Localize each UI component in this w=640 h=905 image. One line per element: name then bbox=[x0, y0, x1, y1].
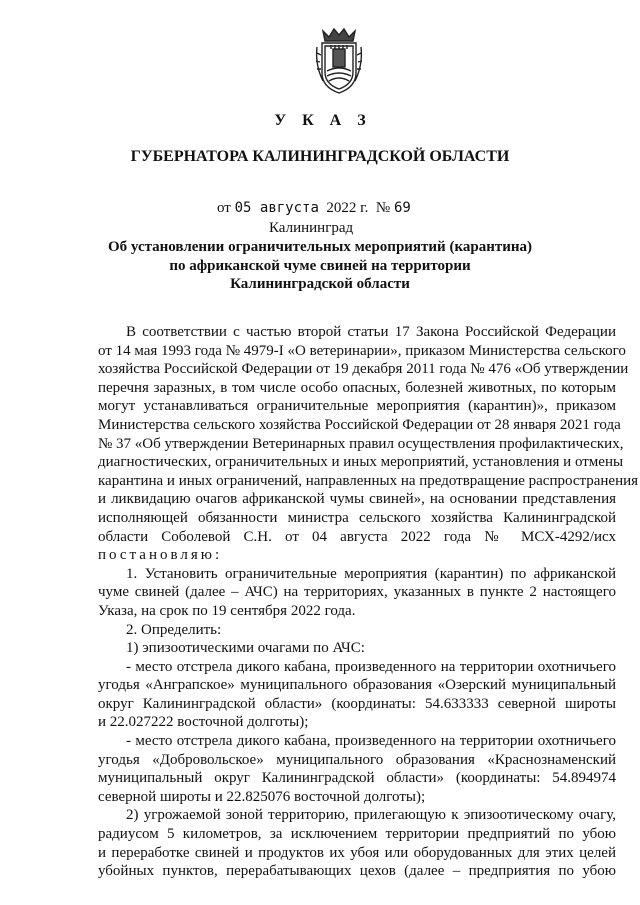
number-sign: № bbox=[375, 200, 391, 216]
date-prefix: от bbox=[217, 200, 231, 216]
body-line: и ликвидацию очагов африканской чумы свиней», на основании представления bbox=[98, 491, 616, 508]
body-line: 2. Определить: bbox=[126, 621, 222, 638]
body-line: - место отстрела дикого кабана, произведенного на территории охотничьего bbox=[126, 658, 616, 675]
subject-line: Об установлении ограничительных мероприятий (карантина) bbox=[107, 239, 532, 255]
body-line: угодья «Добровольское» муниципального образования «Краснознаменский bbox=[98, 751, 616, 768]
body-line: - место отстрела дикого кабана, произведенного на территории охотничьего bbox=[126, 733, 616, 750]
body-line: северной широты и 22.825076 восточной долготы); bbox=[98, 788, 426, 805]
body-line: убойных пунктов, перерабатывающих цехов (далее – предприятия по убою bbox=[98, 863, 616, 880]
document-subject bbox=[0, 238, 640, 294]
body-line: и переработке свиней и продуктов их убоя или оборудованных для этих целей bbox=[98, 844, 616, 861]
body-line: могут устанавливаться ограничительные мероприятия (карантин)», приказом bbox=[98, 398, 616, 415]
city: Калининград bbox=[269, 220, 354, 236]
document-number: 69 bbox=[393, 200, 411, 216]
subject-line: по африканской чуме свиней на территории bbox=[169, 257, 471, 274]
body-line: № 37 «Об утверждении Ветеринарных правил осуществления профилактических, bbox=[98, 435, 624, 452]
body-line: Министерства сельского хозяйства Российской Федерации от 28 января 2021 года bbox=[98, 416, 621, 433]
body-line: чуме свиней (далее – АЧС) на территориях, указанных в пункте 2 настоящего bbox=[98, 584, 616, 601]
body-line: муниципальный округ Калининградской области» (координаты: 54.894974 bbox=[98, 770, 616, 787]
body-line: 1. Установить ограничительные мероприятия (карантин) по африканской bbox=[126, 565, 616, 582]
body-line: В соответствии с частью второй статьи 17 Закона Российской Федерации bbox=[126, 324, 616, 340]
body-line: области Соболевой С.Н. от 04 августа 2022 года № МСХ-4292/исх bbox=[98, 528, 616, 545]
body-line: угодья «Анграпское» муниципального образования «Озерский муниципальный bbox=[98, 677, 616, 694]
body-line: округ Калининградской области» (координаты: 54.633333 северной широты bbox=[98, 695, 616, 712]
issuer-title: ГУБЕРНАТОРА КАЛИНИНГРАДСКОЙ ОБЛАСТИ bbox=[130, 148, 510, 165]
document-body bbox=[98, 323, 639, 881]
document-type-title: У К А З bbox=[274, 112, 372, 129]
body-line: Указа, на срок по 19 сентября 2022 года. bbox=[98, 602, 356, 619]
body-line: исполняющей обязанности министра сельского хозяйства Калининградской bbox=[98, 509, 616, 526]
body-line: перечня заразных, в том числе особо опасных, болезней животных, по которым bbox=[98, 379, 616, 396]
body-line: 2) угрожаемой зоной территорию, прилегающую к эпизоотическому очагу, bbox=[126, 807, 616, 824]
body-line: радиусом 5 километров, за исключением территории предприятий по убою bbox=[98, 826, 616, 843]
body-line: диагностических, ограничительных и иных мероприятий, установления и отмены bbox=[98, 454, 624, 471]
body-line: хозяйства Российской Федерации от 19 декабря 2011 года № 476 «Об утверждении bbox=[98, 361, 629, 378]
date-year: 2022 г. bbox=[326, 200, 369, 216]
body-line: карантина и иных ограничений, направленных на предотвращение распространения bbox=[98, 472, 639, 489]
body-line: и 22.027222 восточной долготы); bbox=[98, 714, 309, 731]
coat-of-arms-emblem bbox=[313, 25, 365, 97]
body-line: от 14 мая 1993 года № 4979-I «О ветеринарии», приказом Министерства сельского bbox=[98, 342, 626, 359]
body-line: 1) эпизоотическими очагами по АЧС: bbox=[126, 640, 365, 657]
date-value: 05 августа bbox=[234, 200, 319, 216]
body-line: постановляю: bbox=[98, 547, 223, 564]
subject-line: Калининградской области bbox=[230, 276, 410, 292]
date-line bbox=[217, 200, 411, 217]
